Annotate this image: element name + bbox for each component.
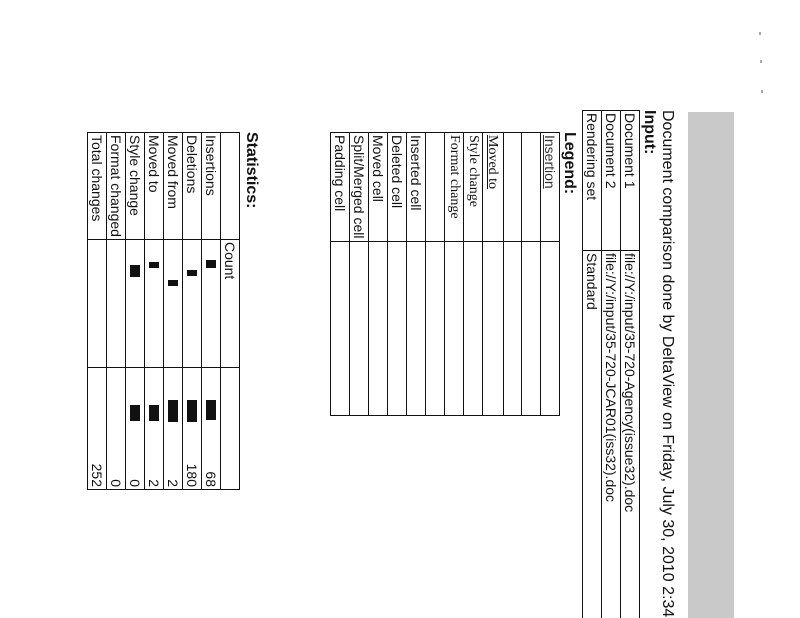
table-row <box>331 133 350 416</box>
stat-count: 68 <box>202 367 221 489</box>
stat-count: 0 <box>126 367 145 489</box>
table-row <box>388 133 407 416</box>
stat-label: Insertions <box>202 133 221 240</box>
scan-noise <box>126 239 145 367</box>
legend-label: Split/Merged cell <box>350 133 369 242</box>
table-row <box>183 133 202 490</box>
input-heading: Input: <box>641 110 658 155</box>
legend-label: Inserted cell <box>407 133 426 242</box>
legend-label: Format change <box>445 133 464 242</box>
legend-label: Moved cell <box>369 133 388 242</box>
stat-count: 180 <box>183 367 202 489</box>
report-title: Document comparison done by DeltaView on Friday, July 30, 2010 2:34 <box>659 110 676 618</box>
scan-edge-band <box>688 112 734 618</box>
stat-count: 0 <box>107 367 126 489</box>
legend-label: Style change <box>464 133 483 242</box>
scan-specks <box>757 30 765 100</box>
legend-label: Deleted cell <box>388 133 407 242</box>
stat-count: 252 <box>88 367 107 489</box>
table-row <box>464 133 483 416</box>
stat-label: Style change <box>126 133 145 240</box>
legend-insertion: Insertion <box>542 135 558 189</box>
stat-label: Moved from <box>164 133 183 240</box>
scan-noise <box>164 239 183 367</box>
legend-label <box>522 133 541 242</box>
stat-label: Total changes <box>88 133 107 240</box>
table-row <box>145 133 164 490</box>
statistics-table <box>87 132 240 490</box>
legend-moved-to: Moved to <box>485 135 500 190</box>
legend-label <box>541 133 560 242</box>
scan-noise <box>183 239 202 367</box>
legend-label <box>483 133 504 242</box>
table-row <box>221 133 240 490</box>
stat-count: 2 <box>145 367 164 489</box>
stat-label: Format changed <box>107 133 126 240</box>
stat-label: Deletions <box>183 133 202 240</box>
input-label: Rendering set <box>583 111 602 251</box>
input-table <box>582 110 640 618</box>
table-row <box>541 133 560 416</box>
table-row <box>369 133 388 416</box>
table-row <box>602 111 621 618</box>
statistics-heading: Statistics: <box>243 132 260 209</box>
stat-label: Moved to <box>145 133 164 240</box>
scan-noise <box>202 239 221 367</box>
table-row <box>445 133 464 416</box>
legend-label <box>426 133 445 242</box>
legend-label <box>504 133 523 242</box>
table-row <box>504 133 523 416</box>
input-value: file://Y:/input/35-720-Agency(issue32).doc <box>621 251 640 618</box>
table-row <box>522 133 541 416</box>
input-label: Document 2 <box>602 111 621 251</box>
input-value: file://Y:/input/35-720-JCAR01(iss32).doc <box>602 251 621 618</box>
stat-count: 2 <box>164 367 183 489</box>
table-row <box>126 133 145 490</box>
count-header: Count <box>221 239 240 367</box>
legend-table <box>331 132 561 416</box>
rotated-report <box>80 90 680 618</box>
legend-heading: Legend: <box>561 132 578 195</box>
table-row <box>407 133 426 416</box>
table-row <box>107 133 126 490</box>
input-label: Document 1 <box>621 111 640 251</box>
legend-label: Padding cell <box>331 133 350 242</box>
table-row <box>621 111 640 618</box>
table-row <box>88 133 107 490</box>
table-row <box>483 133 504 416</box>
table-row <box>350 133 369 416</box>
table-row <box>164 133 183 490</box>
scan-noise <box>145 239 164 367</box>
table-row <box>583 111 602 618</box>
input-value: Standard <box>583 251 602 618</box>
table-row <box>202 133 221 490</box>
table-row <box>426 133 445 416</box>
